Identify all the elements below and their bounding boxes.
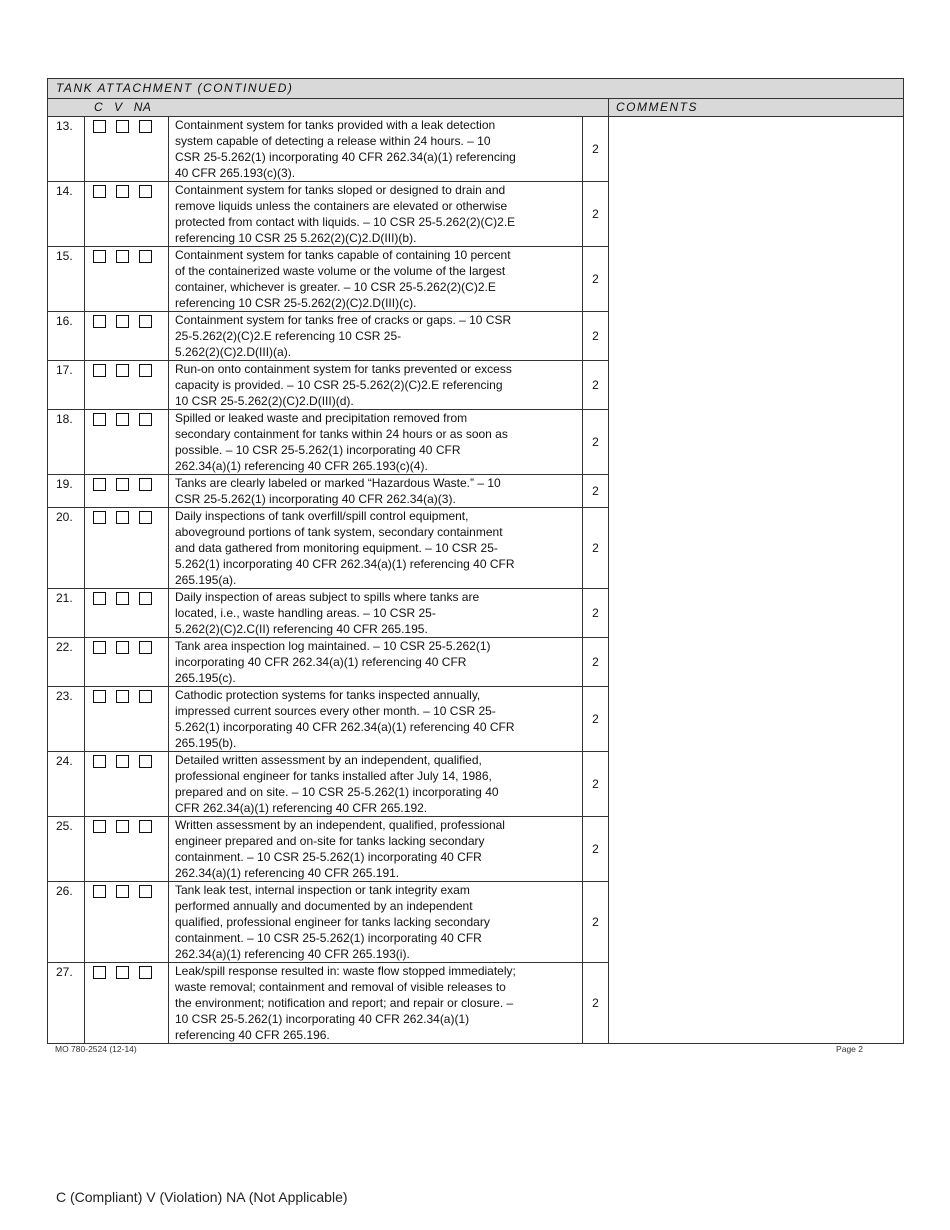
not-applicable-checkbox[interactable]	[139, 966, 152, 979]
not-applicable-checkbox[interactable]	[139, 511, 152, 524]
compliant-checkbox[interactable]	[93, 413, 106, 426]
header-v: V	[114, 100, 123, 114]
violation-checkbox[interactable]	[116, 641, 129, 654]
section-title-row	[48, 79, 904, 99]
item-points: 2	[583, 963, 609, 1044]
description-line: 10 CSR 25-5.262(2)(C)2.D(III)(d).	[175, 394, 354, 408]
compliant-checkbox[interactable]	[93, 966, 106, 979]
status-checkboxes	[85, 508, 169, 589]
item-points: 2	[583, 247, 609, 312]
compliant-checkbox[interactable]	[93, 511, 106, 524]
description-line: containment. – 10 CSR 25-5.262(1) incorporating 40 CFR	[175, 850, 482, 864]
description-line: Tanks are clearly labeled or marked “Hazardous Waste.” – 10	[175, 476, 501, 490]
item-number: 19.	[48, 475, 85, 508]
compliant-checkbox[interactable]	[93, 885, 106, 898]
description-line: qualified, professional engineer for tanks lacking secondary	[175, 915, 490, 929]
description-line: Tank leak test, internal inspection or tank integrity exam	[175, 883, 470, 897]
description-line: Containment system for tanks capable of containing 10 percent	[175, 248, 511, 262]
item-number: 24.	[48, 752, 85, 817]
item-description	[169, 752, 583, 817]
not-applicable-checkbox[interactable]	[139, 120, 152, 133]
status-checkboxes	[85, 475, 169, 508]
item-description	[169, 182, 583, 247]
description-line: system capable of detecting a release within 24 hours. – 10	[175, 134, 491, 148]
status-checkboxes	[85, 882, 169, 963]
description-line: the environment; notification and report; and repair or closure. –	[175, 996, 514, 1010]
compliant-checkbox[interactable]	[93, 120, 106, 133]
item-number: 15.	[48, 247, 85, 312]
violation-checkbox[interactable]	[116, 511, 129, 524]
item-points: 2	[583, 117, 609, 182]
tank-checklist-table	[47, 78, 904, 1044]
checklist-row	[48, 117, 904, 182]
violation-checkbox[interactable]	[116, 250, 129, 263]
description-line: protected from contact with liquids. – 10 CSR 25-5.262(2)(C)2.E	[175, 215, 516, 229]
status-checkboxes	[85, 589, 169, 638]
item-points: 2	[583, 882, 609, 963]
description-line: remove liquids unless the containers are elevated or otherwise	[175, 199, 508, 213]
item-number: 21.	[48, 589, 85, 638]
description-line: Written assessment by an independent, qualified, professional	[175, 818, 505, 832]
violation-checkbox[interactable]	[116, 885, 129, 898]
section-title: TANK ATTACHMENT (CONTINUED)	[48, 79, 904, 99]
not-applicable-checkbox[interactable]	[139, 641, 152, 654]
item-description	[169, 312, 583, 361]
description-line: incorporating 40 CFR 262.34(a)(1) referencing 40 CFR	[175, 655, 467, 669]
violation-checkbox[interactable]	[116, 690, 129, 703]
item-number: 13.	[48, 117, 85, 182]
compliant-checkbox[interactable]	[93, 364, 106, 377]
violation-checkbox[interactable]	[116, 185, 129, 198]
compliant-checkbox[interactable]	[93, 250, 106, 263]
item-description	[169, 687, 583, 752]
not-applicable-checkbox[interactable]	[139, 885, 152, 898]
violation-checkbox[interactable]	[116, 364, 129, 377]
description-line: possible. – 10 CSR 25-5.262(1) incorporating 40 CFR	[175, 443, 461, 457]
item-description	[169, 410, 583, 475]
not-applicable-checkbox[interactable]	[139, 478, 152, 491]
compliant-checkbox[interactable]	[93, 478, 106, 491]
violation-checkbox[interactable]	[116, 592, 129, 605]
item-description	[169, 475, 583, 508]
description-line: Detailed written assessment by an independent, qualified,	[175, 753, 482, 767]
column-header-row	[48, 99, 904, 117]
violation-checkbox[interactable]	[116, 315, 129, 328]
description-line: containment. – 10 CSR 25-5.262(1) incorporating 40 CFR	[175, 931, 482, 945]
item-description	[169, 589, 583, 638]
description-line: 262.34(a)(1) referencing 40 CFR 265.193(c)(4).	[175, 459, 428, 473]
description-line: 40 CFR 265.193(c)(3).	[175, 166, 296, 180]
violation-checkbox[interactable]	[116, 820, 129, 833]
description-line: 265.195(c).	[175, 671, 236, 685]
description-line: 25-5.262(2)(C)2.E referencing 10 CSR 25-	[175, 329, 402, 343]
description-line: Cathodic protection systems for tanks inspected annually,	[175, 688, 481, 702]
item-points: 2	[583, 817, 609, 882]
form-number: MO 780-2524 (12-14)	[55, 1044, 137, 1054]
description-line: Daily inspections of tank overfill/spill control equipment,	[175, 509, 469, 523]
item-description	[169, 361, 583, 410]
description-line: of the containerized waste volume or the volume of the largest	[175, 264, 506, 278]
status-checkboxes	[85, 752, 169, 817]
description-line: container, whichever is greater. – 10 CSR 25-5.262(2)(C)2.E	[175, 280, 496, 294]
description-line: Tank area inspection log maintained. – 10 CSR 25-5.262(1)	[175, 639, 491, 653]
description-line: prepared and on site. – 10 CSR 25-5.262(1) incorporating 40	[175, 785, 499, 799]
compliant-checkbox[interactable]	[93, 820, 106, 833]
item-number: 23.	[48, 687, 85, 752]
not-applicable-checkbox[interactable]	[139, 690, 152, 703]
description-line: CSR 25-5.262(1) incorporating 40 CFR 262.34(a)(1) referencing	[175, 150, 516, 164]
description-line: 5.262(1) incorporating 40 CFR 262.34(a)(1) referencing 40 CFR	[175, 557, 515, 571]
item-description	[169, 638, 583, 687]
description-line: located, i.e., waste handling areas. – 10 CSR 25-	[175, 606, 436, 620]
compliant-checkbox[interactable]	[93, 592, 106, 605]
description-line: 10 CSR 25-5.262(1) incorporating 40 CFR 262.34(a)(1)	[175, 1012, 470, 1026]
description-line: 262.34(a)(1) referencing 40 CFR 265.191.	[175, 866, 400, 880]
description-line: professional engineer for tanks installed after July 14, 1986,	[175, 769, 492, 783]
item-points: 2	[583, 475, 609, 508]
item-number: 17.	[48, 361, 85, 410]
not-applicable-checkbox[interactable]	[139, 250, 152, 263]
description-line: waste removal; containment and removal of visible releases to	[175, 980, 506, 994]
compliant-checkbox[interactable]	[93, 755, 106, 768]
description-line: CFR 262.34(a)(1) referencing 40 CFR 265.192.	[175, 801, 428, 815]
not-applicable-checkbox[interactable]	[139, 413, 152, 426]
item-number: 26.	[48, 882, 85, 963]
page-number: Page 2	[836, 1044, 863, 1054]
item-points: 2	[583, 508, 609, 589]
description-line: secondary containment for tanks within 24 hours or as soon as	[175, 427, 508, 441]
description-line: 5.262(2)(C)2.C(II) referencing 40 CFR 265.195.	[175, 622, 428, 636]
compliant-checkbox[interactable]	[93, 315, 106, 328]
not-applicable-checkbox[interactable]	[139, 364, 152, 377]
description-line: capacity is provided. – 10 CSR 25-5.262(2)(C)2.E referencing	[175, 378, 503, 392]
status-checkboxes	[85, 817, 169, 882]
description-line: performed annually and documented by an independent	[175, 899, 473, 913]
description-line: referencing 10 CSR 25 5.262(2)(C)2.D(III)(b).	[175, 231, 417, 245]
description-line: Containment system for tanks free of cracks or gaps. – 10 CSR	[175, 313, 512, 327]
status-checkboxes	[85, 182, 169, 247]
compliant-checkbox[interactable]	[93, 690, 106, 703]
item-points: 2	[583, 361, 609, 410]
description-line: aboveground portions of tank system, secondary containment	[175, 525, 503, 539]
item-points: 2	[583, 182, 609, 247]
compliant-checkbox[interactable]	[93, 185, 106, 198]
violation-checkbox[interactable]	[116, 966, 129, 979]
description-line: and data gathered from monitoring equipment. – 10 CSR 25-	[175, 541, 498, 555]
item-points: 2	[583, 312, 609, 361]
description-line: 265.195(b).	[175, 736, 237, 750]
item-number: 25.	[48, 817, 85, 882]
violation-checkbox[interactable]	[116, 478, 129, 491]
comments-field[interactable]	[609, 117, 904, 1044]
description-line: 262.34(a)(1) referencing 40 CFR 265.193(i).	[175, 947, 410, 961]
item-points: 2	[583, 410, 609, 475]
description-line: Containment system for tanks sloped or designed to drain and	[175, 183, 506, 197]
description-line: 5.262(2)(C)2.D(III)(a).	[175, 345, 292, 359]
item-number: 14.	[48, 182, 85, 247]
status-checkboxes	[85, 638, 169, 687]
description-line: Daily inspection of areas subject to spills where tanks are	[175, 590, 480, 604]
item-points: 2	[583, 638, 609, 687]
description-line: referencing 40 CFR 265.196.	[175, 1028, 330, 1042]
legend-text: C (Compliant) V (Violation) NA (Not Applicable)	[56, 1189, 348, 1205]
comments-header: COMMENTS	[609, 99, 904, 117]
not-applicable-checkbox[interactable]	[139, 820, 152, 833]
description-line: Leak/spill response resulted in: waste flow stopped immediately;	[175, 964, 516, 978]
description-line: Spilled or leaked waste and precipitation removed from	[175, 411, 468, 425]
item-number: 27.	[48, 963, 85, 1044]
item-description	[169, 508, 583, 589]
status-checkboxes	[85, 687, 169, 752]
description-line: engineer prepared and on-site for tanks lacking secondary	[175, 834, 485, 848]
status-checkboxes	[85, 312, 169, 361]
not-applicable-checkbox[interactable]	[139, 315, 152, 328]
violation-checkbox[interactable]	[116, 755, 129, 768]
status-checkboxes	[85, 963, 169, 1044]
item-number: 20.	[48, 508, 85, 589]
item-description	[169, 817, 583, 882]
not-applicable-checkbox[interactable]	[139, 185, 152, 198]
description-line: 265.195(a).	[175, 573, 237, 587]
description-line: referencing 10 CSR 25-5.262(2)(C)2.D(III)(c).	[175, 296, 417, 310]
compliant-checkbox[interactable]	[93, 641, 106, 654]
item-number: 18.	[48, 410, 85, 475]
description-line: impressed current sources every other month. – 10 CSR 25-	[175, 704, 496, 718]
item-description	[169, 882, 583, 963]
item-points: 2	[583, 687, 609, 752]
item-description	[169, 117, 583, 182]
status-checkboxes	[85, 410, 169, 475]
violation-checkbox[interactable]	[116, 120, 129, 133]
item-points: 2	[583, 589, 609, 638]
cvna-header	[48, 99, 609, 117]
item-description	[169, 963, 583, 1044]
description-line: Run-on onto containment system for tanks prevented or excess	[175, 362, 512, 376]
description-line: CSR 25-5.262(1) incorporating 40 CFR 262.34(a)(3).	[175, 492, 456, 506]
item-points: 2	[583, 752, 609, 817]
item-number: 16.	[48, 312, 85, 361]
description-line: 5.262(1) incorporating 40 CFR 262.34(a)(1) referencing 40 CFR	[175, 720, 515, 734]
description-line: Containment system for tanks provided with a leak detection	[175, 118, 496, 132]
header-na: NA	[133, 100, 152, 114]
status-checkboxes	[85, 117, 169, 182]
header-c: C	[94, 100, 104, 114]
inspection-form-sheet	[47, 78, 903, 1044]
status-checkboxes	[85, 247, 169, 312]
status-checkboxes	[85, 361, 169, 410]
item-number: 22.	[48, 638, 85, 687]
item-description	[169, 247, 583, 312]
violation-checkbox[interactable]	[116, 413, 129, 426]
not-applicable-checkbox[interactable]	[139, 755, 152, 768]
not-applicable-checkbox[interactable]	[139, 592, 152, 605]
